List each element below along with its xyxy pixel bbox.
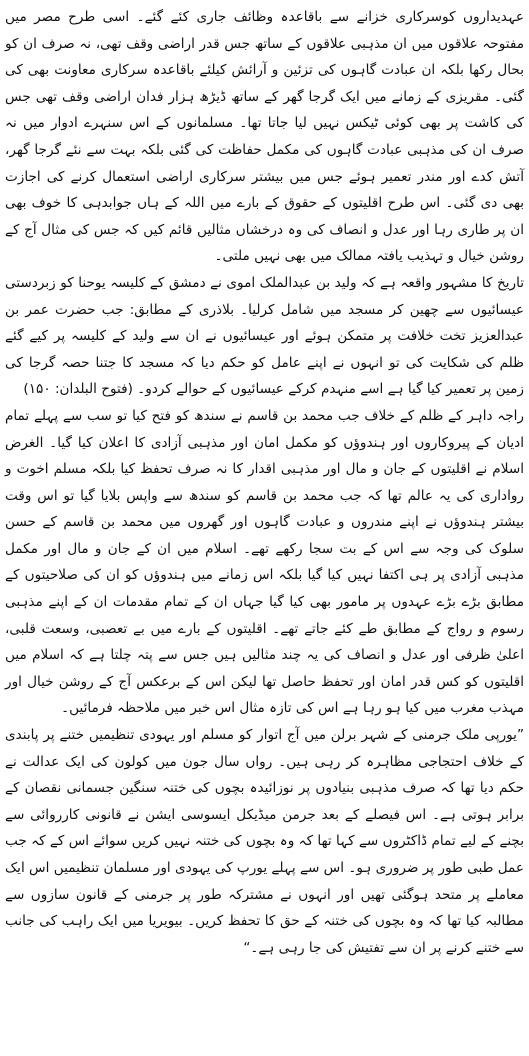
paragraph-waqf-lands: عہدیداروں کوسرکاری خزانے سے باقاعدہ وظائف جاری کئے گئے۔ اسی طرح مصر میں مفتوحہ علاقوں میں ان مذہبی علاقوں کے ساتھ جس قدر اراضی وقف تھی، نہ صرف ان کو بحال رکھا بلکہ ان عبادت گاہوں کی تزئین و آرائش کیلئے باقاعدہ سرکاری معاونت بھی کی گئی۔ مقریزی کے زمانے میں ایک گرجا گھر کے ساتھ ڈیڑھ ہزار فدان اراضی وقف تھی جس کی کاشت پر بھی کوئی ٹیکس نہیں لیا جاتا تھا۔ مسلمانوں کے اس سنہرے ادوار میں نہ صرف ان کی مذہبی عبادت گاہوں کی مکمل حفاظت کی گئی بلکہ بہت سے نئے گرجا گھر، آتش کدے اور مندر تعمیر ہوئے جس میں بیشتر سرکاری اراضی استعمال کرنے کی اجازت بھی دی گئی۔ اس طرح اقلیتوں کے حقوق کے بارے میں اللہ کے ہاں جوابدہی کا خوف بھی ان پر طاری رہا اور عدل و انصاف کی وہ درخشاں مثالیں قائم کیں کہ جس کی مثال آج کے روشن خیال و تہذیب یافتہ ممالک میں بھی نہیں ملتی۔ — [5, 9, 524, 265]
paragraph-sindh-conquest: راجہ داہر کے ظلم کے خلاف جب محمد بن قاسم نے سندھ کو فتح کیا تو سب سے پہلے تمام ادیان کے پیروکاروں اور ہندوؤں کو مکمل امان اور مذہبی آزادی کا اعلان کیا گیا۔ الغرض اسلام نے اقلیتوں کے جان و مال اور مذہبی اقدار کا نہ صرف تحفظ کیا بلکہ مسلم اخوت و رواداری کی یہ عالم تھا کہ جب محمد بن قاسم کو سندھ سے واپس بلایا گیا تو اس وقت بیشتر ہندوؤں نے اپنے مندروں و عبادت گاہوں اور گھروں میں محمد بن قاسم کے حسن سلوک کی وجہ سے اس کے بت سجا رکھے تھے۔ اسلام میں ان کے جان و مال اور مکمل مذہبی آزادی پر ہی اکتفا نہیں کیا گیا بلکہ اس زمانے میں ہندوؤں کو ان کی صلاحیتوں کے مطابق بڑے بڑے عہدوں پر مامور بھی کیا گیا جہاں ان کے تمام مقدمات ان کے اپنے مذہبی رسوم و رواج کے مطابق طے کئے جاتے تھے۔ اقلیتوں کے بارے میں بے تعصبی، وسعت قلبی، اعلیٰ ظرفی اور عدل و انصاف کی یہ چند مثالیں ہیں جس سے پتہ چلتا ہے کہ اسلام میں اقلیتوں کو کس قدر امان اور تحفظ حاصل تھا لیکن اس کے برعکس آج کے روشن خیال اور مہذب مغرب میں کیا ہو رہا ہے اس کی تازہ مثال اس خبر میں ملاحظہ فرمائیں۔ — [5, 407, 524, 717]
paragraph-germany-news-quote: ”یورپی ملک جرمنی کے شہر برلن میں آج اتوار کو مسلم اور یہودی تنظیمیں ختنے پر پابندی کے خلاف احتجاجی مظاہرہ کر رہی ہیں۔ رواں سال جون میں کولون کی ایک عدالت نے حکم دیا تھا کہ صرف مذہبی بنیادوں پر نوزائیدہ بچوں کی ختنہ سنگین جسمانی نقصان کے برابر ہوتی ہے۔ اس فیصلے کے بعد جرمن میڈیکل ایسوسی ایشن نے قانونی کارروائی سے بچنے کے لیے تمام ڈاکٹروں سے کہا تھا کہ وہ بچوں کی ختنہ نہیں کریں سوائے اس کے کہ جب عمل طبی طور پر ضروری ہو۔ اس سے پہلے یورپ کی یہودی اور مسلمان تنظیمیں اس ایک معاملے پر متحد ہوگئی تھیں اور انہوں نے مشترکہ طور پر جرمنی کے قانون سازوں سے مطالبہ کیا تھا کہ وہ بچوں کی ختنہ کے حق کا تحفظ کریں۔ بیویریا میں ایک راہب کی جانب سے ختنے کرنے پر ان سے تفتیش کی جا رہی ہے۔“ — [5, 727, 524, 956]
paragraph-umayyad-mosque: تاریخ کا مشہور واقعہ ہے کہ ولید بن عبدالملک اموی نے دمشق کے کلیسہ یوحنا کو زبردستی عیسائیوں سے چھین کر مسجد میں شامل کرلیا۔ بلاذری کے مطابق: جب حضرت عمر بن عبدالعزیز تخت خلافت پر متمکن ہوئے اور عیسائیوں نے ان سے ولید کے کلیسہ پر کیے گئے ظلم کی شکایت کی تو انہوں نے اپنے عامل کو حکم دیا کہ مسجد کا جتنا حصہ گرجا کی زمین پر تعمیر کیا گیا ہے اسے منہدم کرکے عیسائیوں کے حوالے کردو۔ (فتوح البلدان: ۱۵۰) — [5, 274, 524, 398]
